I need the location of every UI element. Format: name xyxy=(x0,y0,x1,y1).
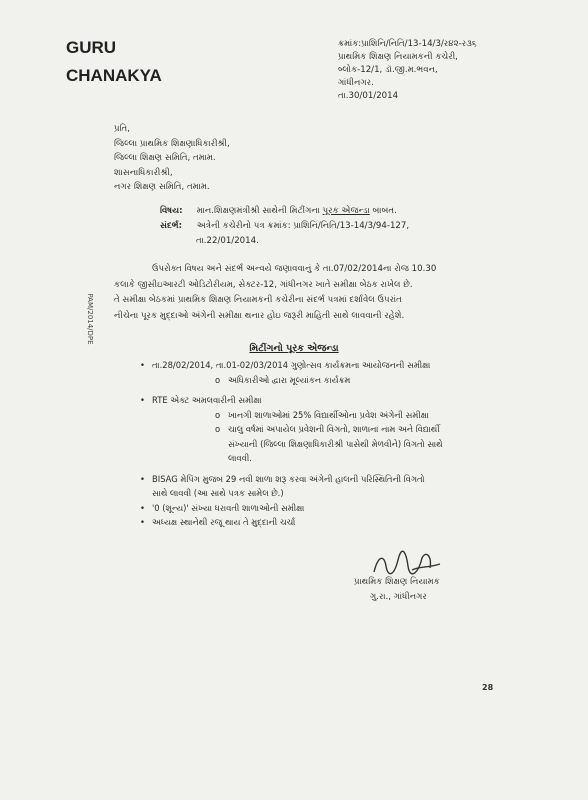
side-reference xyxy=(80,240,94,410)
body-line: ઉપરોક્ત વિષય અને સંદર્ભ અન્વયે જણાવવાનું કે તા.07/02/2014ના રોજ 10.30 xyxy=(152,264,437,274)
reference-row xyxy=(160,219,409,234)
agenda-item-text: તા.28/02/2014, તા.01-02/03/2014 ગુણોત્સવ કાર્યક્રમના આયોજનની સમીક્ષા xyxy=(152,360,431,370)
signatory-title: પ્રાથમિક શિક્ષણ નિયામક xyxy=(354,577,440,587)
recipient-line: શાસનાધિકારીશ્રી, xyxy=(114,167,173,178)
subject-text-end: બાબત. xyxy=(369,206,397,216)
signatory-place: ગુ.રા., ગાંધીનગર xyxy=(370,592,427,602)
agenda-subitem-cont: સંખ્યાની (જિલ્લા શિક્ષણાધિકારીશ્રી પાસેથી મેળવીને) વિગતો સાથે xyxy=(228,438,443,449)
office-address: બ્લોક-12/1, ડૉ.જી.મ.ભવન, xyxy=(338,65,438,75)
office-city: ગાંધીનગર. xyxy=(338,78,374,88)
agenda-item-text: અધ્યક્ષ સ્થાનેથી રજૂ થાય તે મુદ્દાની ચર્ચા xyxy=(152,517,296,527)
reference-text: અત્રેની કચેરીનો પત્ર ક્રમાંક: પ્રાશિનિ/નિતિ/13-14/3/94-127, xyxy=(196,221,410,231)
watermark-line-1: GURU xyxy=(66,38,117,57)
bullet-icon: • xyxy=(140,517,145,527)
bullet-icon: • xyxy=(140,360,145,370)
agenda-title-text: મિટીંગનો પૂરક એજન્ડા xyxy=(249,343,339,354)
office-name: પ્રાથમિક શિક્ષણ નિયામકની કચેરી, xyxy=(338,52,458,62)
body-line: નીચેના પૂરક મુદ્દાઓ અંગેની સમીક્ષા થનાર હોઇ જરૂરી માહિતી સાથે લાવવાની રહેશે. xyxy=(114,310,405,321)
subject-underlined: પૂરક એજન્ડા xyxy=(322,206,370,216)
letter-number: ક્રમાંક:પ્રાશિનિ/નિતિ/13-14/3/ર૪૨-ર૩૬ xyxy=(338,39,477,49)
circle-bullet-icon: o xyxy=(215,424,221,434)
agenda-item-text: RTE એક્ટ અમલવારીની સમીક્ષા xyxy=(152,395,262,405)
circle-bullet-icon: o xyxy=(215,374,221,385)
subject-row xyxy=(160,204,409,219)
agenda-subitem xyxy=(140,408,510,423)
agenda-item xyxy=(140,472,510,487)
letterhead xyxy=(338,38,583,103)
agenda-subitem-text: ચાલુ વર્ષમાં અપાયેલ પ્રવેશની વિગતો, શાળાના નામ અને વિદ્યાર્થી xyxy=(228,424,440,434)
agenda-item-cont: સાથે લાવવી (આ સાથે પત્રક સામેલ છે.) xyxy=(152,488,284,498)
agenda-list xyxy=(140,358,510,530)
agenda-item xyxy=(140,501,510,516)
agenda-subitem-cont: લાવવી. xyxy=(228,453,252,463)
subject-label: વિષય: xyxy=(160,206,183,216)
agenda-item xyxy=(140,393,510,408)
agenda-subitem xyxy=(140,373,510,388)
agenda-item-text: BISAG મેપિંગ મુજબ 29 નવી શાળા શરૂ કરવા અંગેની હાલની પરિસ્થિતિની વિગતો xyxy=(152,473,425,484)
agenda-item-text: '0 (શૂન્ય)' સંખ્યા ધરાવતી શાળાઓની સમીક્ષા xyxy=(152,502,305,513)
agenda-subitem-text: અધિકારીઓ દ્વારા મૂલ્યાંકન કાર્યક્રમ xyxy=(228,374,351,385)
agenda-subitem xyxy=(140,422,510,437)
watermark-logo xyxy=(66,34,162,90)
agenda-item xyxy=(140,358,510,373)
signatory-block xyxy=(354,575,440,605)
agenda-item xyxy=(140,515,510,530)
letter-date: તા.30/01/2014 xyxy=(338,91,399,101)
body-paragraph xyxy=(114,262,499,324)
body-line: તે સમીક્ષા બેઠકમાં પ્રાથમિક શિક્ષણ નિયામકની કચેરીના સંદર્ભ પત્રમાં દર્શાવેલ ઉપરાંત xyxy=(114,295,402,305)
circle-bullet-icon: o xyxy=(215,409,221,420)
page-number: 28 xyxy=(482,683,494,692)
recipient-line: જિલ્લા પ્રાથમિક શિક્ષણાધિકારીશ્રી, xyxy=(114,138,230,149)
agenda-subitem-text: ખાનગી શાળાઓમાં 25% વિદ્યાર્થીઓના પ્રવેશ અંગેની સમીક્ષા xyxy=(228,409,429,420)
reference-label: સંદર્ભ: xyxy=(160,221,183,231)
watermark-line-2: CHANAKYA xyxy=(66,66,162,85)
agenda-title xyxy=(0,343,588,354)
recipients-block xyxy=(114,122,230,195)
recipient-line: જિલ્લા શિક્ષણ સમિતિ, તમામ. xyxy=(114,153,216,163)
bullet-icon: • xyxy=(140,502,145,513)
bullet-icon: • xyxy=(140,473,145,484)
subject-block xyxy=(160,204,409,249)
bullet-icon: • xyxy=(140,395,145,405)
recipient-line: પ્રતિ, xyxy=(114,124,130,134)
recipient-line: નગર શિક્ષણ સમિતિ, તમામ. xyxy=(114,182,210,192)
reference-date: તા.22/01/2014. xyxy=(196,236,259,246)
subject-text: માન.શિક્ષણમંત્રીશ્રી સાથેની મિટીંગના xyxy=(196,206,323,216)
side-reference-text: PAM/2014/DPE xyxy=(86,293,94,345)
body-line: કલાકે જીસીઇઆરટી ઓડિટોરીયમ, સેક્ટર-12, ગાંધીનગર ખાતે સમીક્ષા બેઠક રાખેલ છે. xyxy=(114,279,413,290)
